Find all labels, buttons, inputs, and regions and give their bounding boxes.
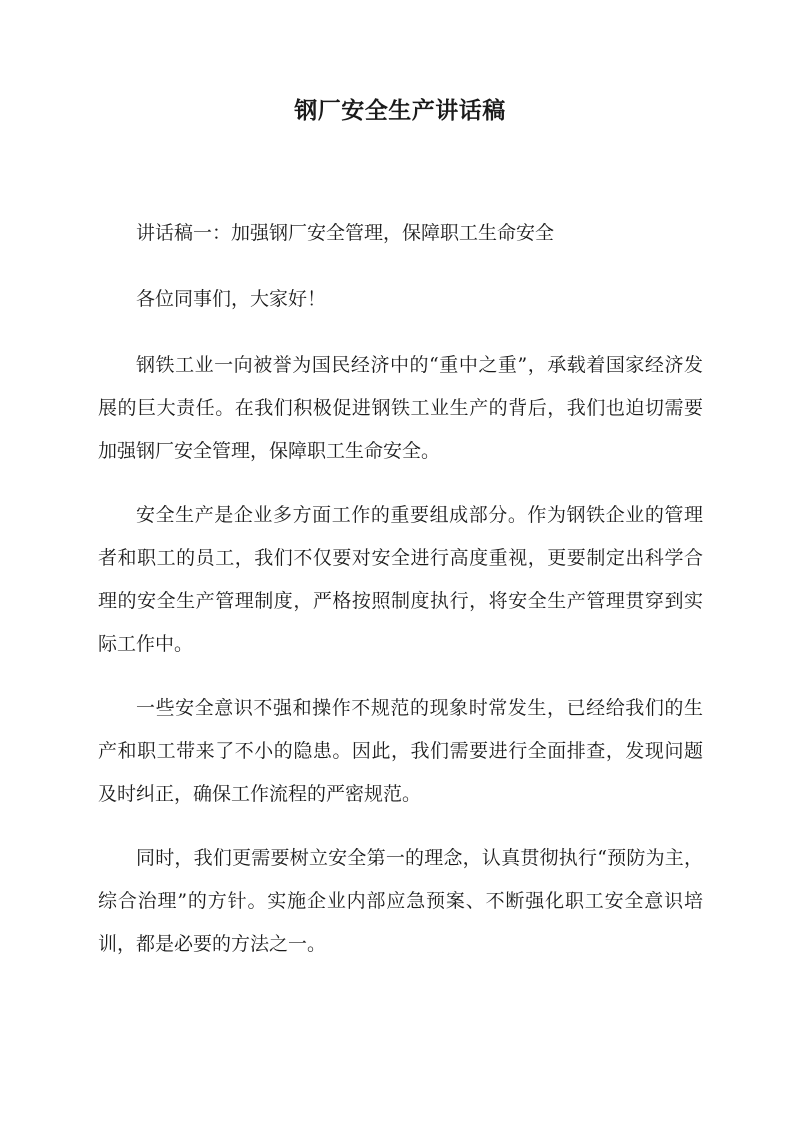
paragraph: 钢铁工业一向被誉为国民经济中的“重中之重”，承载着国家经济发展的巨大责任。在我们积极促进钢铁工业生产的背后，我们也迫切需要加强钢厂安全管理，保障职工生命安全。 xyxy=(98,354,703,462)
greeting: 各位同事们，大家好！ xyxy=(136,288,327,310)
paragraph: 安全生产是企业多方面工作的重要组成部分。作为钢铁企业的管理者和职工的员工，我们不仅要对安全进行高度重视，更要制定出科学合理的安全生产管理制度，严格按照制度执行，将安全生产管理贯穿到实际工作中。 xyxy=(98,504,703,655)
paragraph: 同时，我们更需要树立安全第一的理念，认真贯彻执行“预防为主，综合治理”的方针。实施企业内部应急预案、不断强化职工安全意识培训，都是必要的方法之一。 xyxy=(98,847,703,955)
document-title: 钢厂安全生产讲话稿 xyxy=(294,97,506,124)
speech-subtitle: 讲话稿一：加强钢厂安全管理，保障职工生命安全 xyxy=(136,222,555,244)
document-body xyxy=(98,212,703,966)
paragraph: 一些安全意识不强和操作不规范的现象时常发生，已经给我们的生产和职工带来了不小的隐患。因此，我们需要进行全面排查，发现问题及时纠正，确保工作流程的严密规范。 xyxy=(98,697,703,805)
